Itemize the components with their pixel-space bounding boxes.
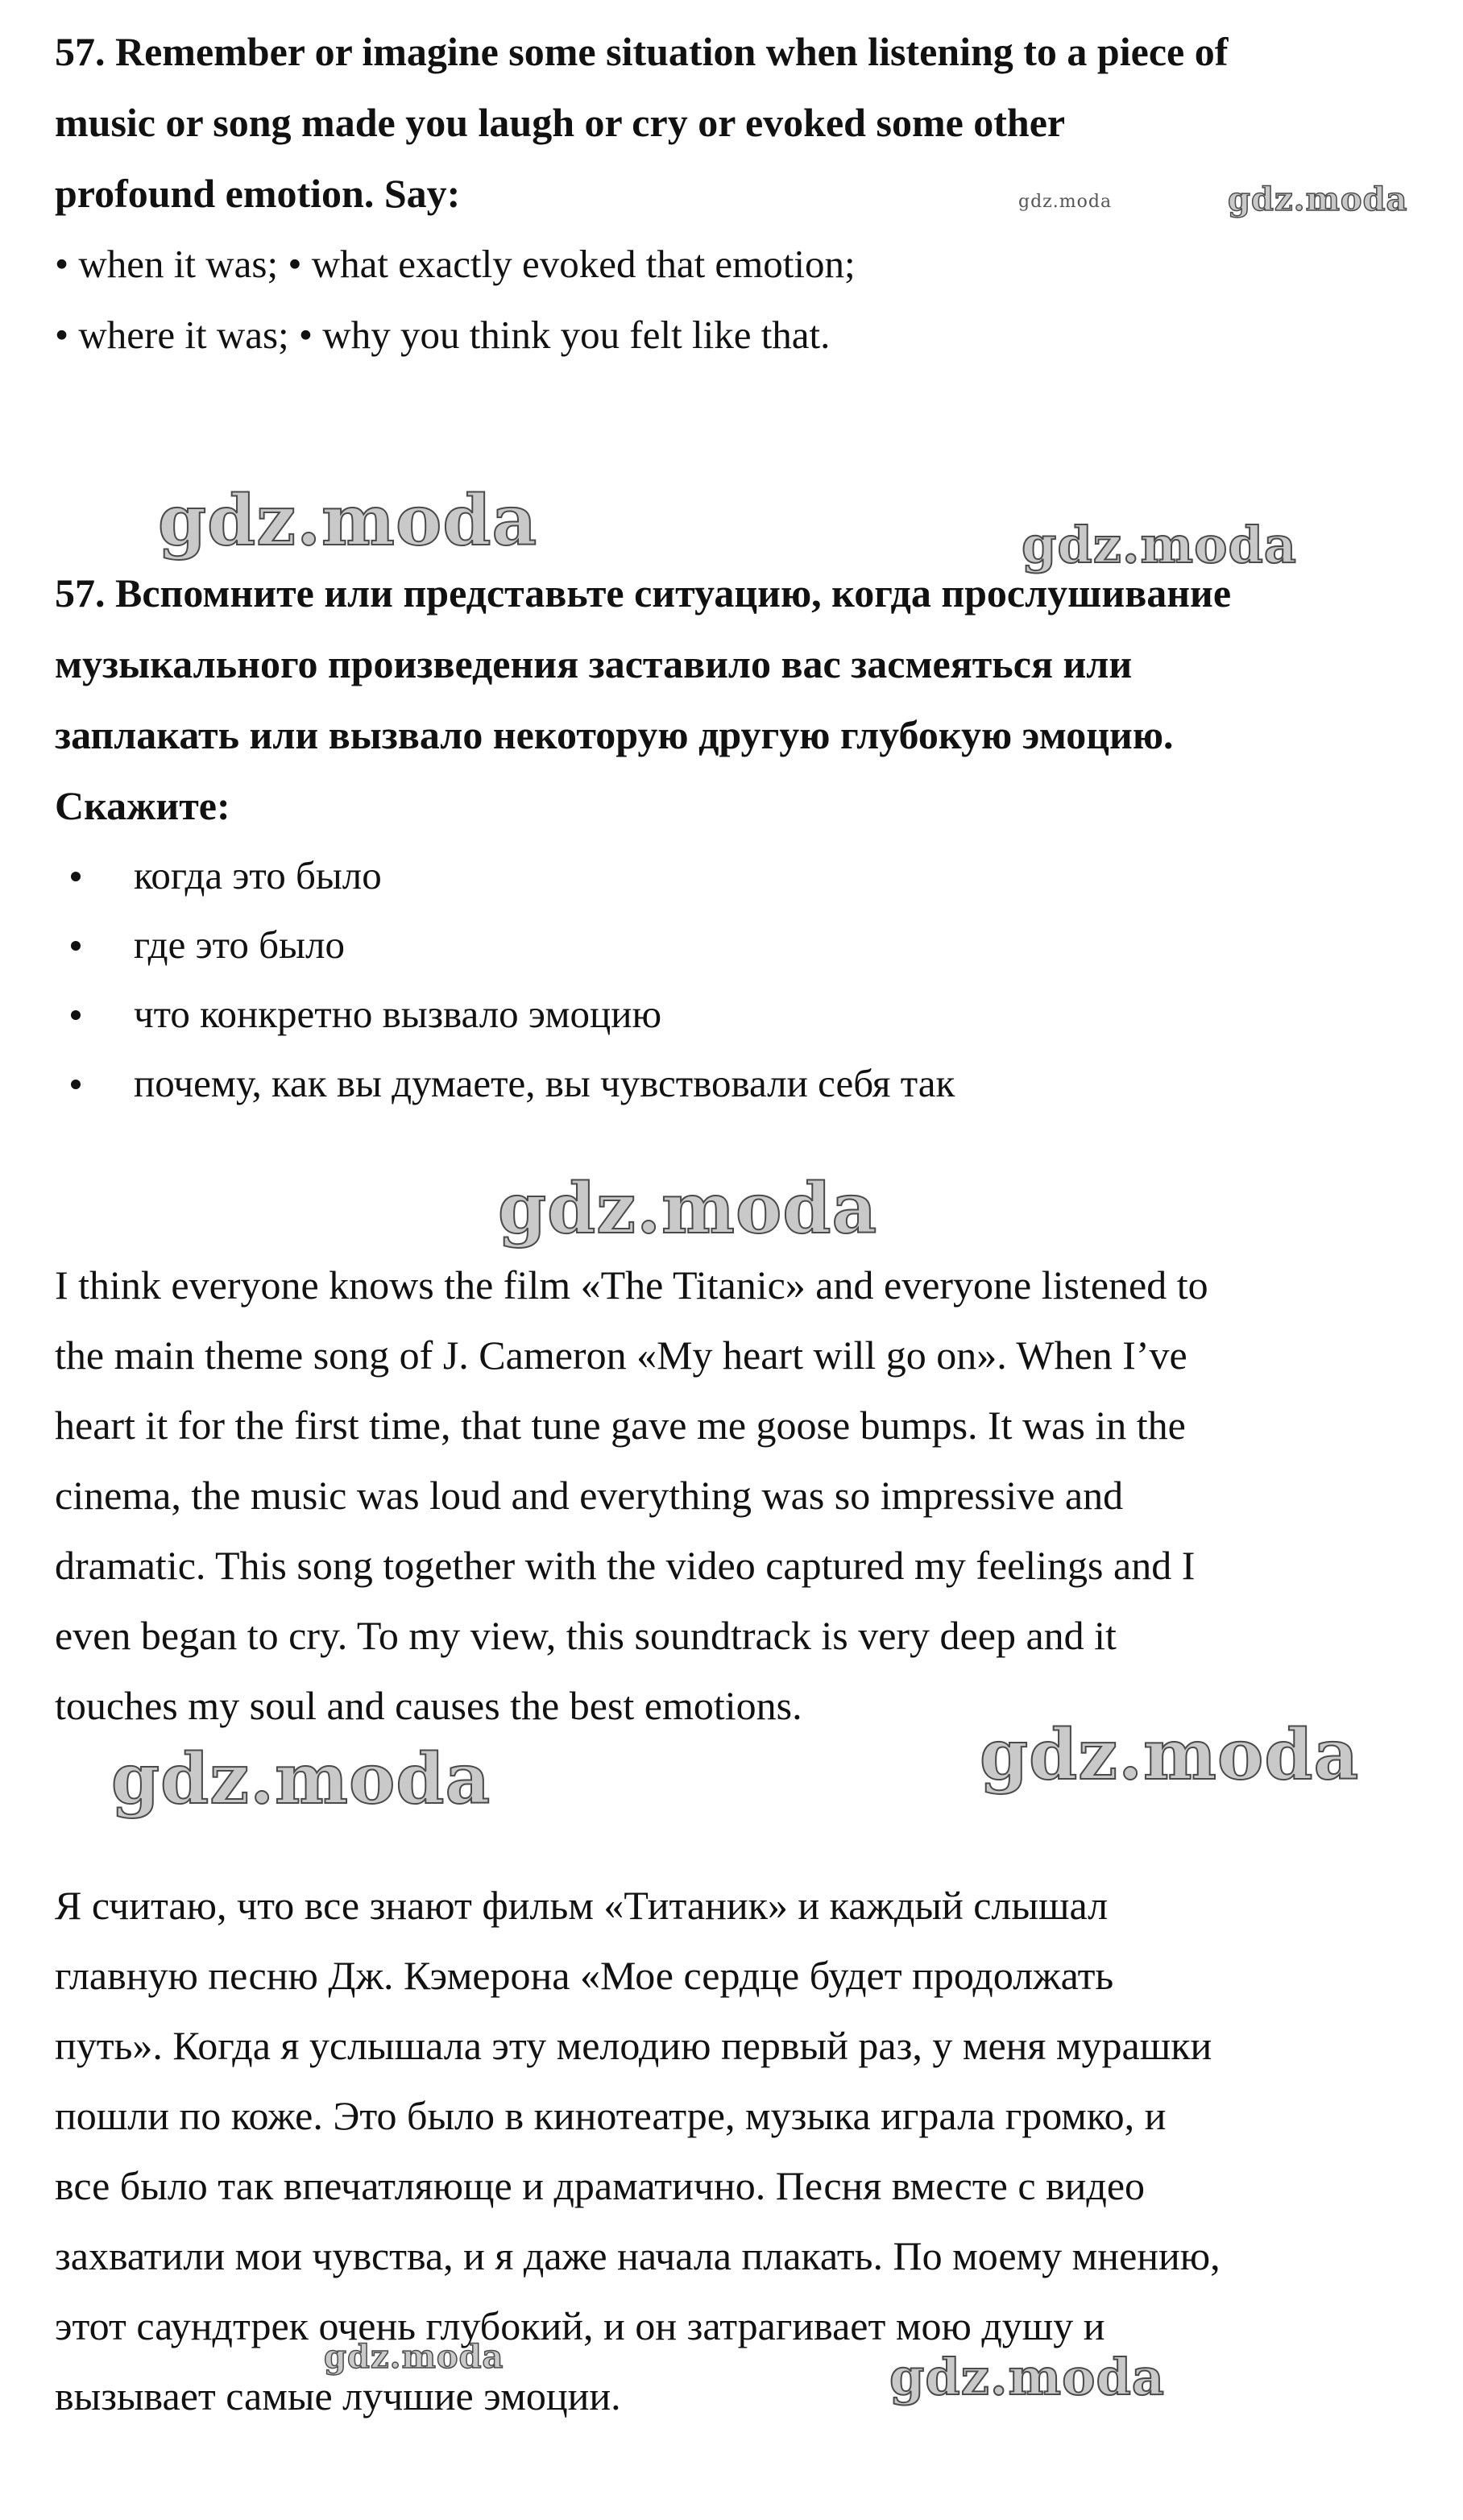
watermark: gdz.moda [498, 1168, 878, 1250]
answer-en-line: touches my soul and causes the best emotions. [55, 1683, 802, 1728]
task-en [55, 16, 1424, 371]
watermark: gdz.moda [1018, 192, 1113, 212]
answer-ru-line: захватили мои чувства, и я даже начала плакать. По моему мнению, [55, 2233, 1221, 2278]
watermark: gdz.moda [324, 2338, 504, 2376]
answer-ru-line: все было так впечатляюще и драматично. Песня вместе с видео [55, 2163, 1146, 2208]
answer-ru-line: Я считаю, что все знают фильм «Титаник» и каждый слышал [55, 1883, 1109, 1928]
answer-en-line: cinema, the music was loud and everything was so impressive and [55, 1473, 1124, 1518]
answer-en-line: even began to cry. To my view, this soundtrack is very deep and it [55, 1613, 1117, 1658]
watermark: gdz.moda [1228, 180, 1408, 218]
watermark: gdz.moda [1022, 516, 1297, 574]
list-item [55, 910, 1424, 980]
task-en-heading-line: music or song made you laugh or cry or evoked some other [55, 100, 1066, 145]
watermark: gdz.moda [980, 1714, 1360, 1796]
list-item-text: что конкретно вызвало эмоцию [134, 992, 662, 1036]
answer-en-line: dramatic. This song together with the video captured my feelings and I [55, 1543, 1196, 1588]
task-ru-heading-line: Скажите: [55, 783, 230, 828]
task-en-heading-line: 57. Remember or imagine some situation when listening to a piece of [55, 29, 1229, 74]
answer-ru-line: этот саундтрек очень глубокий, и он затрагивает мою душу и [55, 2303, 1105, 2348]
bullet-dot-icon [71, 872, 81, 881]
answer-en-line: I think everyone knows the film «The Titanic» and everyone listened to [55, 1262, 1208, 1308]
task-ru-heading-line: заплакать или вызвало некоторую другую глубокую эмоцию. [55, 712, 1174, 757]
list-item [55, 841, 1424, 910]
task-en-bullet-line: • where it was; • why you think you felt like that. [55, 313, 831, 357]
list-item-text: где это было [134, 922, 345, 967]
bullet-dot-icon [71, 1080, 81, 1089]
list-item [55, 980, 1424, 1049]
list-item-text: когда это было [134, 853, 382, 897]
task-ru [55, 557, 1424, 1118]
answer-ru [55, 1871, 1424, 2431]
answer-en-line: heart it for the first time, that tune gave me goose bumps. It was in the [55, 1403, 1186, 1448]
answer-ru-line: главную песню Дж. Кэмерона «Мое сердце будет продолжать [55, 1953, 1114, 1998]
task-en-bullet-line: • when it was; • what exactly evoked that emotion; [55, 242, 856, 286]
answer-ru-line: пошли по коже. Это было в кинотеатре, музыка играла громко, и [55, 2093, 1167, 2138]
task-en-heading-line: profound emotion. Say: [55, 171, 461, 216]
answer-ru-line: вызывает самые лучшие эмоции. [55, 2373, 621, 2418]
watermark: gdz.moda [889, 2348, 1165, 2406]
list-item-text: почему, как вы думаете, вы чувствовали себя так [134, 1061, 955, 1105]
answer-en-line: the main theme song of J. Cameron «My heart will go on». When I’ve [55, 1333, 1187, 1378]
task-ru-heading-line: музыкального произведения заставило вас засмеяться или [55, 641, 1133, 686]
watermark: gdz.moda [111, 1739, 491, 1820]
answer-ru-line: путь». Когда я услышала эту мелодию первый раз, у меня мурашки [55, 2023, 1212, 2068]
bullet-dot-icon [71, 1010, 81, 1020]
task-ru-bullet-list [55, 841, 1424, 1118]
list-item [55, 1049, 1424, 1118]
bullet-dot-icon [71, 941, 81, 951]
answer-en [55, 1250, 1424, 1741]
watermark: gdz.moda [158, 480, 538, 562]
task-ru-heading-line: 57. Вспомните или представьте ситуацию, когда прослушивание [55, 570, 1232, 615]
